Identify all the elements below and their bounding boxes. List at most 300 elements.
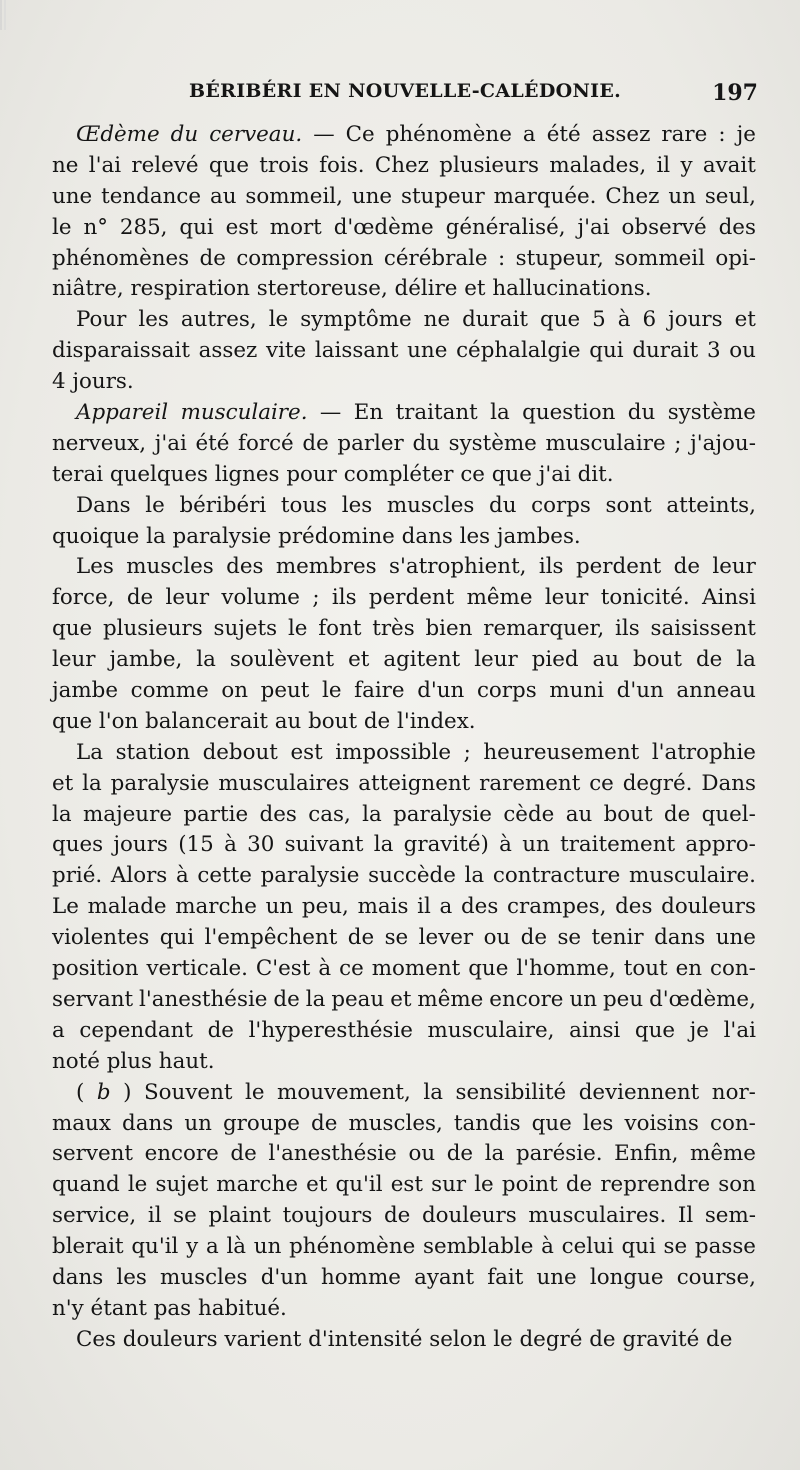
- word: blerait: [52, 1234, 124, 1260]
- text-line: [52, 985, 756, 1016]
- word: La: [76, 739, 103, 765]
- text-line: [52, 244, 756, 275]
- word: sujet: [155, 1172, 209, 1198]
- text-line: [52, 151, 756, 182]
- word: a: [522, 122, 536, 147]
- word: la: [423, 1079, 443, 1105]
- word: ou: [408, 1141, 436, 1167]
- word: quoique la paralysie prédomine dans les jambes.: [52, 523, 581, 549]
- text-line: [52, 182, 756, 213]
- word: violentes: [52, 925, 150, 951]
- word: plusieurs: [439, 152, 540, 178]
- word: rarement: [479, 770, 581, 796]
- word: trois: [259, 152, 309, 178]
- word: une: [52, 183, 93, 209]
- word: et: [734, 307, 756, 333]
- word: passe: [694, 1234, 756, 1260]
- word: deviennent: [578, 1079, 700, 1105]
- word: dans: [52, 1264, 104, 1290]
- word: le: [244, 1079, 265, 1105]
- word: majeure: [82, 801, 172, 827]
- word: corps: [531, 492, 591, 518]
- word: du: [489, 492, 517, 518]
- word: Enfin,: [614, 1141, 679, 1167]
- word: un: [265, 894, 294, 920]
- text-line: [52, 1325, 756, 1356]
- word: généralisé,: [445, 214, 566, 240]
- word: je: [736, 122, 756, 147]
- word: Dans: [76, 492, 131, 518]
- word: le: [322, 678, 342, 704]
- text-line: [52, 892, 756, 923]
- word: disparaissait: [52, 338, 190, 364]
- text-line: [52, 522, 756, 553]
- word: leur: [712, 554, 756, 580]
- word: les: [138, 307, 169, 333]
- word: de: [273, 986, 300, 1012]
- word: peau: [331, 986, 385, 1012]
- word: noté plus haut.: [52, 1048, 215, 1074]
- word: 285,: [119, 214, 168, 240]
- word: Il: [677, 1203, 694, 1229]
- word: le: [145, 492, 165, 518]
- word: symptôme: [300, 307, 412, 333]
- word: :: [718, 122, 726, 147]
- word: été: [195, 430, 230, 456]
- word: des: [226, 554, 264, 580]
- word: leur: [52, 647, 96, 673]
- word: 5: [592, 307, 606, 333]
- word: et: [348, 647, 370, 673]
- word: à: [499, 832, 512, 858]
- word: sont: [605, 492, 652, 518]
- word: un: [184, 1110, 212, 1136]
- word: vite: [266, 338, 307, 364]
- word: —: [313, 122, 335, 147]
- word: phénomène: [385, 122, 512, 147]
- word: de: [663, 801, 691, 827]
- text-line: [52, 429, 756, 460]
- word: un: [569, 986, 597, 1012]
- word: sem-: [704, 1203, 756, 1229]
- word: remarquer,: [483, 616, 605, 642]
- word: d'un: [417, 678, 465, 704]
- text-line: [52, 1232, 756, 1263]
- word: l'ai: [723, 1017, 756, 1043]
- word: d'œdème,: [649, 986, 756, 1012]
- word: qui: [159, 925, 195, 951]
- word: la: [196, 647, 216, 673]
- text-line: [52, 769, 756, 800]
- word: dans: [654, 925, 706, 951]
- word: leur: [165, 585, 210, 611]
- word: à: [224, 832, 237, 858]
- word: en: [675, 956, 703, 982]
- word: ils: [615, 616, 640, 642]
- word: que: [634, 1017, 676, 1043]
- word: homme: [321, 1264, 401, 1290]
- word: bout: [603, 801, 653, 827]
- word: tendance: [101, 183, 202, 209]
- word: l'anesthésie: [268, 1141, 397, 1167]
- word: jambe: [52, 678, 119, 704]
- word: la: [373, 832, 394, 858]
- word: sensibilité: [455, 1079, 567, 1105]
- word: niâtre, respiration stertoreuse, délire et hallucinations.: [52, 276, 652, 302]
- word: fait: [487, 1264, 524, 1290]
- word: seul,: [704, 183, 756, 209]
- word: ce: [589, 770, 614, 796]
- word: ne: [52, 152, 79, 178]
- word: il: [147, 1203, 162, 1229]
- word: les: [116, 1264, 147, 1290]
- word: 30: [247, 832, 275, 858]
- word: que: [540, 307, 581, 333]
- word: jours: [668, 307, 723, 333]
- word: parler: [337, 430, 404, 456]
- word: nerveux,: [52, 430, 147, 456]
- word: ne: [423, 307, 451, 333]
- word: muni: [549, 678, 605, 704]
- word: En: [353, 400, 384, 426]
- word: j'ai: [577, 214, 610, 240]
- word: à: [541, 1234, 554, 1260]
- word: Chez: [605, 183, 660, 209]
- word: douleurs: [421, 1203, 517, 1229]
- word: cède: [503, 801, 555, 827]
- word: heureusement: [483, 739, 640, 765]
- text-line: [52, 676, 756, 707]
- word: Souvent: [144, 1079, 233, 1105]
- word: de: [520, 925, 548, 951]
- word: de: [207, 1017, 234, 1043]
- word: cérébrale: [383, 245, 488, 271]
- word: des: [259, 801, 297, 827]
- word: musculaire.: [180, 400, 308, 426]
- word: marche: [216, 1172, 298, 1198]
- word: celui: [561, 1234, 614, 1260]
- word: C'est: [255, 956, 311, 982]
- word: terai quelques lignes pour compléter ce que j'ai dit.: [52, 461, 614, 487]
- word: à: [318, 956, 332, 982]
- word: là: [226, 1234, 247, 1260]
- word: Œdème: [76, 122, 160, 147]
- word: atteignent: [358, 770, 471, 796]
- word: est: [390, 1172, 423, 1198]
- word: tout: [623, 956, 668, 982]
- word: la: [82, 770, 102, 796]
- text-line: [52, 954, 756, 985]
- word: avait: [702, 152, 756, 178]
- word: que: [468, 956, 509, 982]
- text-line: [52, 614, 756, 645]
- word: se: [663, 1234, 688, 1260]
- word: système: [667, 400, 756, 426]
- word: 3: [706, 338, 721, 364]
- word: (: [76, 1079, 85, 1105]
- text-line: [52, 861, 756, 892]
- word: jambe,: [109, 647, 183, 673]
- word: une: [351, 183, 393, 209]
- word: y: [680, 152, 693, 178]
- word: des: [615, 894, 653, 920]
- word: le: [474, 1172, 494, 1198]
- word: mort: [269, 214, 322, 240]
- word: de: [565, 1172, 593, 1198]
- word: marche: [175, 894, 257, 920]
- word: mouvement,: [277, 1079, 411, 1105]
- word: se: [173, 1203, 197, 1229]
- word: l'atrophie: [651, 739, 756, 765]
- word: partie: [183, 801, 249, 827]
- word: atteints,: [666, 492, 756, 518]
- word: s'atrophient,: [389, 554, 527, 580]
- word: le: [287, 616, 308, 642]
- word: été: [546, 122, 581, 147]
- word: Appareil: [76, 400, 169, 426]
- word: sommeil: [614, 245, 705, 271]
- word: soulèvent: [229, 647, 335, 673]
- word: de: [383, 1203, 411, 1229]
- word: les: [341, 492, 373, 518]
- word: membres: [275, 554, 377, 580]
- word: crampes,: [507, 894, 607, 920]
- word: ;: [312, 585, 320, 611]
- word: musculaire: [545, 430, 666, 456]
- word: assez: [198, 338, 258, 364]
- word: muscles: [160, 1264, 248, 1290]
- word: d'œdème: [333, 214, 434, 240]
- word: un: [668, 183, 696, 209]
- word: je: [689, 1017, 709, 1043]
- word: le: [52, 214, 72, 240]
- word: malades,: [549, 152, 647, 178]
- word: con-: [710, 1110, 756, 1136]
- word: degré.: [622, 770, 693, 796]
- word: ils: [331, 585, 357, 611]
- word: sur: [431, 1172, 467, 1198]
- word: saisissent: [650, 616, 756, 642]
- text-line: [52, 305, 756, 336]
- word: autres,: [180, 307, 257, 333]
- word: encore: [144, 1141, 219, 1167]
- word: dans: [122, 1110, 174, 1136]
- text-line: [52, 367, 756, 398]
- word: la: [484, 1141, 505, 1167]
- word: observé: [621, 214, 707, 240]
- word: ce: [339, 956, 364, 982]
- word: son: [718, 1172, 756, 1198]
- word: malade: [87, 894, 167, 920]
- word: durait: [462, 307, 528, 333]
- word: position: [52, 956, 139, 982]
- word: un: [253, 1234, 282, 1260]
- text-line: [52, 336, 756, 367]
- word: musculaires.: [528, 1203, 667, 1229]
- word: muscles,: [348, 1110, 443, 1136]
- word: suivant: [284, 832, 364, 858]
- text-line: [52, 1263, 756, 1294]
- word: qu'il: [335, 1172, 383, 1198]
- word: de: [446, 1141, 474, 1167]
- word: paralysie: [110, 770, 210, 796]
- word: musculaire,: [427, 1017, 555, 1043]
- word: prié.: [52, 863, 103, 889]
- text-line: [52, 707, 756, 738]
- word: muscles: [386, 492, 475, 518]
- word: l'hyperesthésie: [248, 1017, 413, 1043]
- word: peut: [260, 678, 310, 704]
- word: système: [448, 430, 537, 456]
- text-line: [52, 1139, 756, 1170]
- word: maux: [52, 1110, 111, 1136]
- word: à: [175, 863, 189, 889]
- word: toujours: [282, 1203, 373, 1229]
- word: 6: [642, 307, 657, 333]
- word: assez: [591, 122, 651, 147]
- word: Ainsi: [702, 585, 756, 611]
- word: est: [225, 214, 258, 240]
- word: stupeur: [400, 183, 485, 209]
- word: Ce: [345, 122, 375, 147]
- word: leur: [544, 585, 589, 611]
- word: fois.: [319, 152, 365, 178]
- word: a: [439, 894, 453, 920]
- word: de: [230, 1141, 257, 1167]
- word: que: [208, 152, 249, 178]
- word: leur: [474, 647, 518, 673]
- text-line: [52, 1294, 756, 1325]
- word: traitement: [560, 832, 676, 858]
- word: ;: [463, 739, 471, 765]
- word: lever: [418, 925, 474, 951]
- word: opi-: [715, 245, 756, 271]
- word: perdent: [575, 554, 662, 580]
- word: de: [311, 1110, 338, 1136]
- word: ou: [729, 338, 756, 364]
- word: station: [115, 739, 190, 765]
- word: servant: [52, 986, 134, 1012]
- word: la: [52, 801, 72, 827]
- word: point: [501, 1172, 558, 1198]
- word: qu'il: [131, 1234, 179, 1260]
- word: servent: [52, 1141, 133, 1167]
- word: même: [466, 585, 533, 611]
- text-line: [52, 1016, 756, 1047]
- word: verticale.: [146, 956, 248, 982]
- word: sommeil,: [245, 183, 343, 209]
- word: n°: [83, 214, 108, 240]
- word: et: [306, 1172, 328, 1198]
- word: groupe: [222, 1110, 300, 1136]
- word: et: [390, 986, 412, 1012]
- word: plusieurs: [102, 616, 203, 642]
- word: se: [384, 925, 409, 951]
- word: au: [565, 801, 593, 827]
- word: ou: [483, 925, 511, 951]
- word: plaint: [208, 1203, 271, 1229]
- word: l'empêchent: [204, 925, 338, 951]
- word: quel-: [701, 801, 756, 827]
- word: ayant: [414, 1264, 475, 1290]
- word: nor-: [711, 1079, 756, 1105]
- word: tonicité.: [600, 585, 690, 611]
- word: on: [221, 678, 249, 704]
- word: de: [302, 430, 329, 456]
- word: Dans: [701, 770, 756, 796]
- word: corps: [476, 678, 537, 704]
- word: y: [186, 1234, 199, 1260]
- word: stupeur,: [515, 245, 604, 271]
- word: et: [52, 770, 74, 796]
- word: parésie.: [515, 1141, 603, 1167]
- word: la: [305, 986, 326, 1012]
- text-line: [52, 120, 756, 151]
- text-line: [52, 491, 756, 522]
- word: le: [268, 307, 289, 333]
- word: sujets: [213, 616, 278, 642]
- word: l'homme,: [516, 956, 616, 982]
- text-line: [52, 923, 756, 954]
- word: la: [362, 801, 382, 827]
- word: —: [319, 400, 342, 426]
- word: course,: [676, 1264, 756, 1290]
- word: peu,: [301, 894, 349, 920]
- word: les: [582, 1110, 614, 1136]
- word: douleurs: [661, 894, 756, 920]
- word: céphalalgie: [456, 338, 581, 364]
- word: phénomènes: [52, 245, 190, 271]
- word: b: [96, 1079, 111, 1105]
- word: une: [715, 925, 756, 951]
- word: volume: [221, 585, 300, 611]
- body-text: [52, 120, 756, 1356]
- word: d'un: [616, 678, 664, 704]
- word: qui: [589, 338, 624, 364]
- word: très: [372, 616, 415, 642]
- scan-edge-artifact: [0, 0, 40, 30]
- word: cerveau.: [209, 122, 303, 147]
- text-line: [52, 738, 756, 769]
- text-line: [52, 583, 756, 614]
- word: comme: [130, 678, 209, 704]
- word: a: [52, 1017, 65, 1043]
- word: Pour: [76, 307, 127, 333]
- word: du: [627, 400, 656, 426]
- word: laissant: [314, 338, 399, 364]
- word: à: [617, 307, 631, 333]
- word: durait: [632, 338, 699, 364]
- word: a: [205, 1234, 219, 1260]
- word: l'ai: [88, 152, 122, 178]
- word: tandis: [453, 1110, 521, 1136]
- text-line: [52, 800, 756, 831]
- word: faire: [354, 678, 405, 704]
- text-line: [52, 1078, 756, 1109]
- word: force,: [52, 585, 115, 611]
- word: au: [592, 647, 620, 673]
- word: jours: [113, 832, 168, 858]
- word: qui: [621, 1234, 656, 1260]
- word: même: [690, 1141, 756, 1167]
- word: longue: [589, 1264, 664, 1290]
- word: la: [736, 647, 756, 673]
- word: Les: [76, 554, 114, 580]
- word: la: [464, 863, 485, 889]
- word: j'ajou-: [690, 430, 756, 456]
- word: service,: [52, 1203, 137, 1229]
- word: anneau: [676, 678, 756, 704]
